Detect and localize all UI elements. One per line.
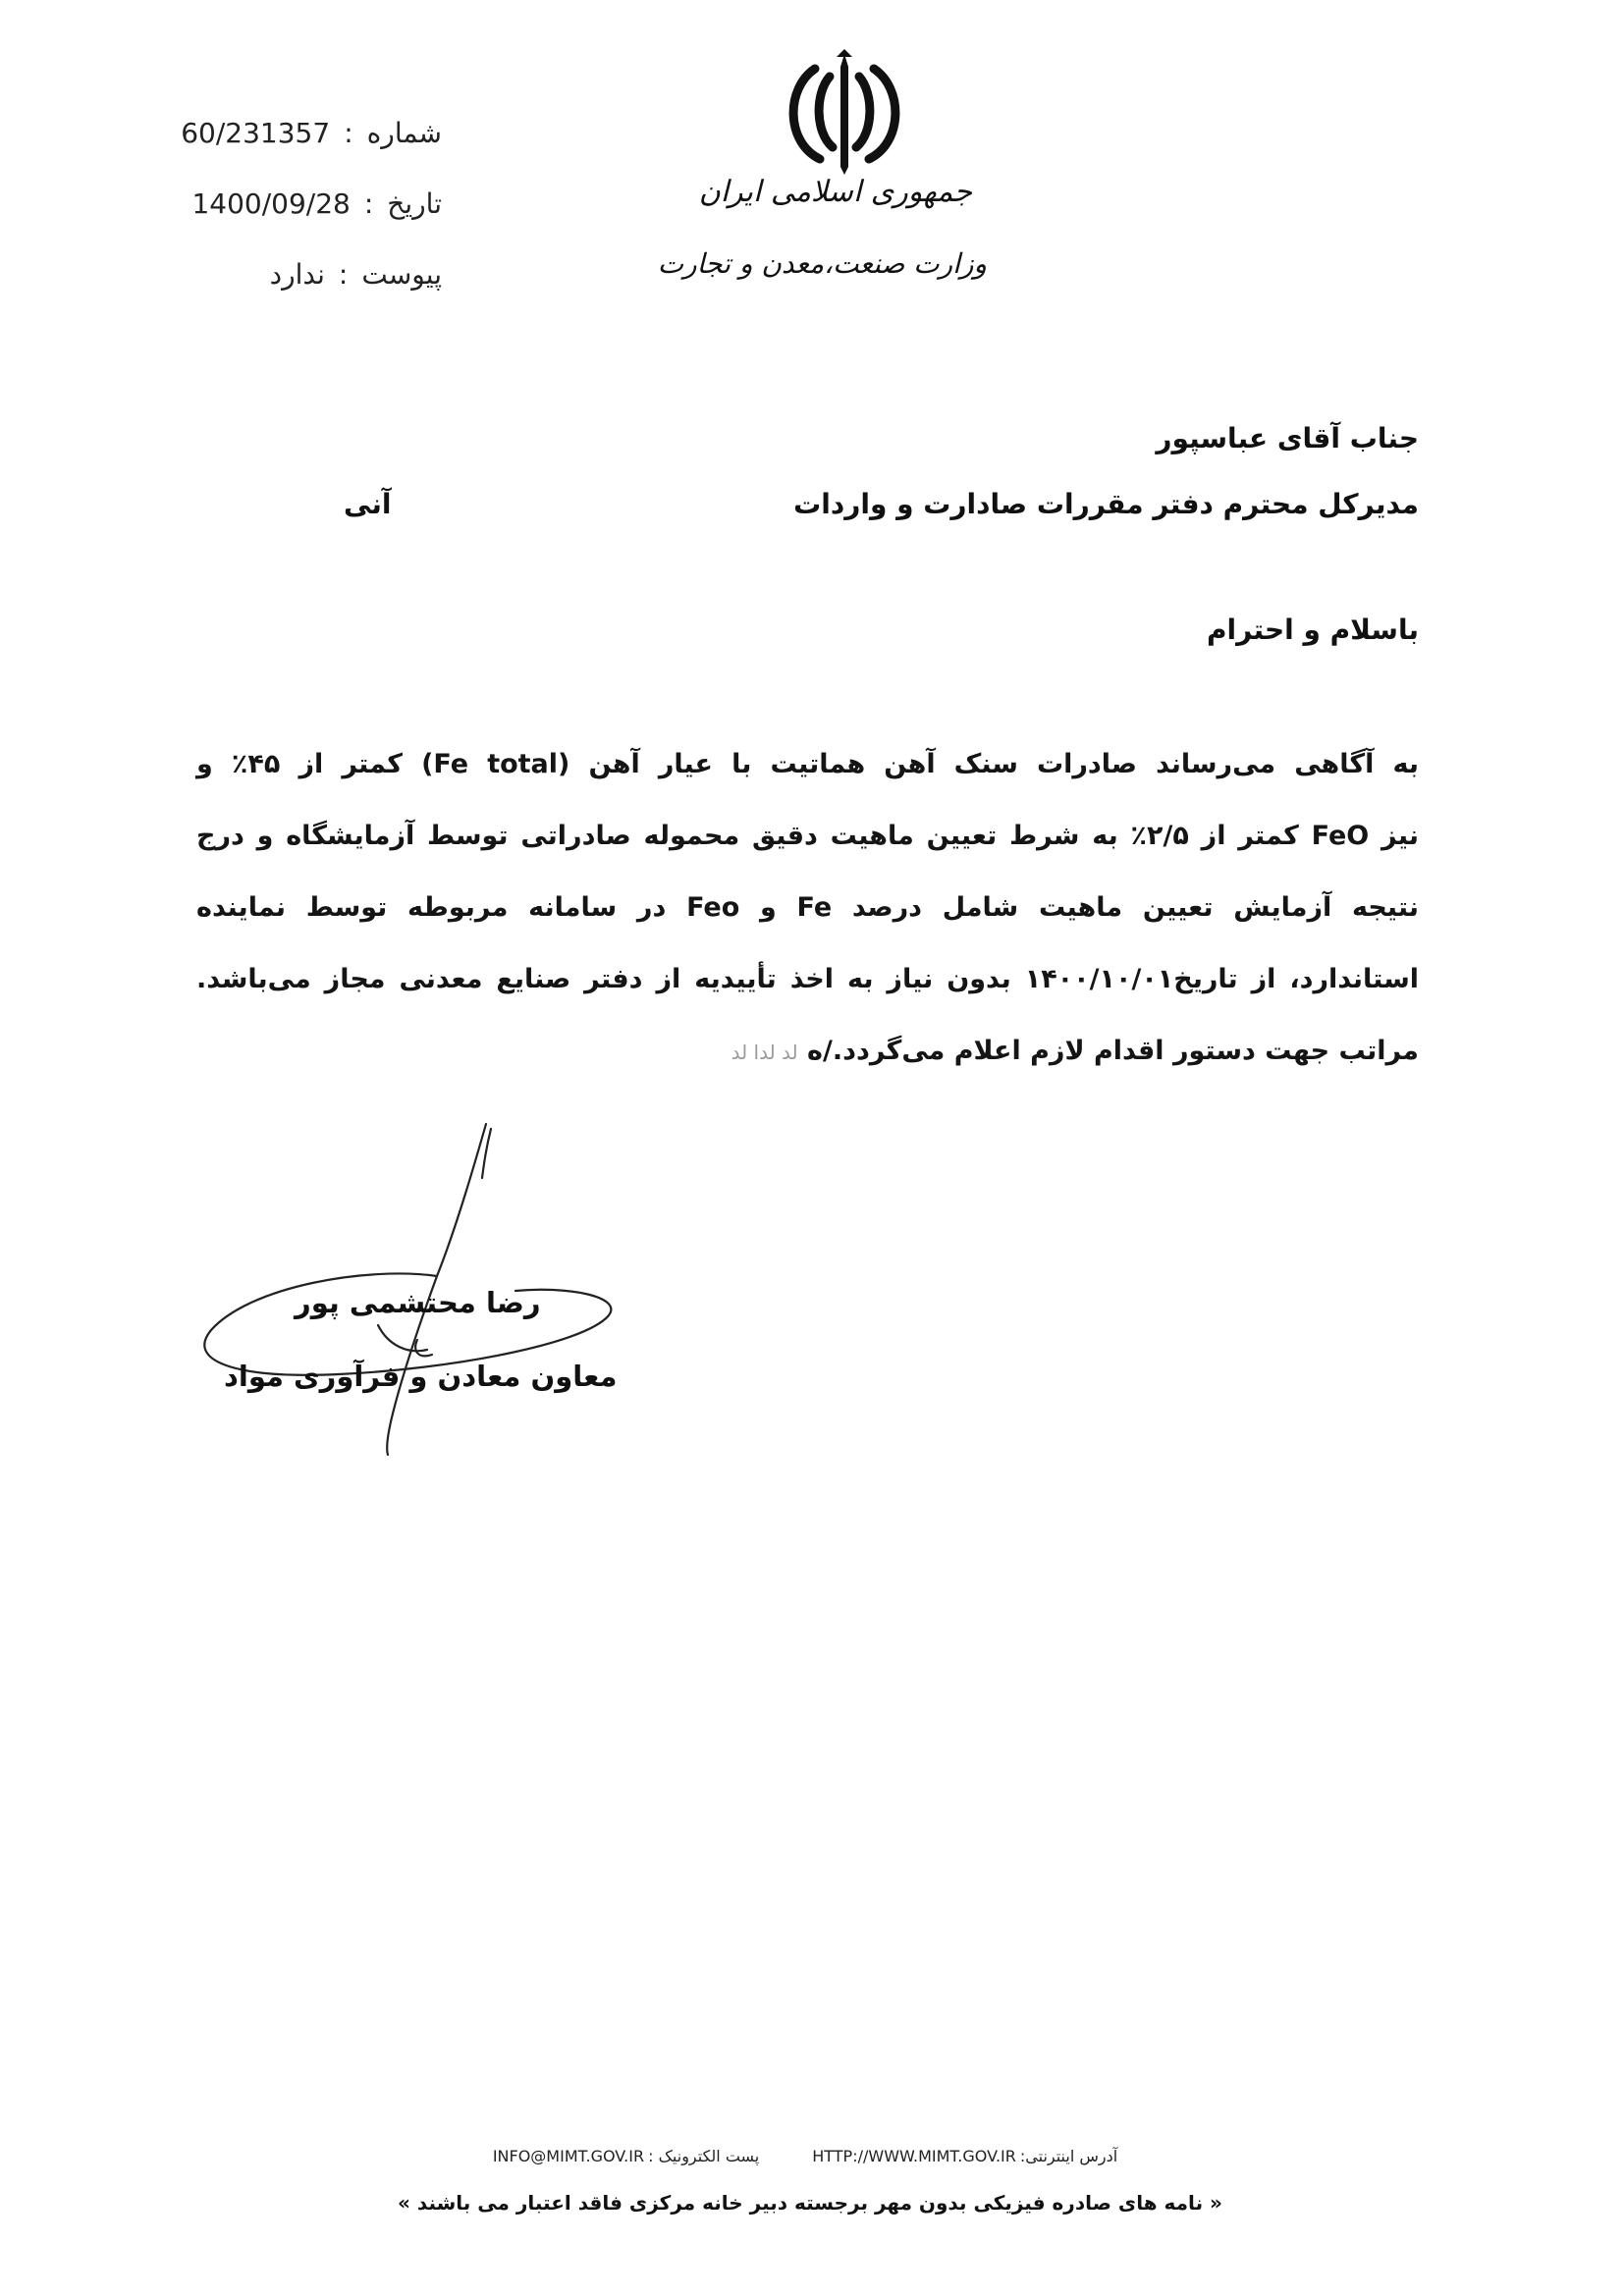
footer-website <box>812 2147 1117 2165</box>
email-link[interactable]: INFO@MIMT.GOV.IR <box>492 2147 645 2165</box>
body-line-1: به آگاهی می‌رساند صادرات سنک آهن هماتیت با عیار آهن (Fe total) کمتر از ۴۵٪ و <box>196 749 1419 779</box>
urgency-label: آنی <box>344 488 392 520</box>
website-label: آدرس اینترنتی: <box>1019 2147 1118 2165</box>
body-line-5 <box>196 1015 1419 1089</box>
meta-attachment <box>137 240 442 310</box>
emblem-line-1: جمهوری اسلامی ایران <box>698 175 972 209</box>
footer-contact <box>432 2147 1178 2165</box>
letter-meta <box>137 98 442 310</box>
body-line-3: نتیجه آزمایش تعیین ماهیت شامل درصد Fe و Feo در سامانه مربوطه توسط نماینده <box>196 892 1419 923</box>
body-line-5-text: مراتب جهت دستور اقدام لازم اعلام می‌گردد./ه <box>807 1036 1419 1066</box>
number-value: 60/231357 <box>181 117 331 149</box>
meta-number <box>137 98 442 169</box>
date-value: 1400/09/28 <box>191 187 351 220</box>
faint-trailing-text: لد لدا لد <box>731 1041 798 1064</box>
number-colon: : <box>344 117 353 149</box>
number-label: شماره <box>366 117 442 149</box>
recipient-name: جناب آقای عباسپور <box>1156 422 1419 454</box>
greeting: باسلام و احترام <box>1207 614 1419 646</box>
website-link[interactable]: HTTP://WWW.MIMT.GOV.IR <box>812 2147 1016 2165</box>
body-line-2: نیز FeO کمتر از ۲/۵٪ به شرط تعیین ماهیت دقیق محموله صادراتی توسط آزمایشگاه و درج <box>196 821 1420 851</box>
attachment-colon: : <box>338 258 349 291</box>
date-label: تاریخ <box>387 187 442 220</box>
letter-body <box>196 728 1419 1089</box>
date-colon: : <box>363 187 374 220</box>
emblem-line-2: وزارت صنعت،معدن و تجارت <box>657 247 987 280</box>
signer-name: رضا محتشمی پور <box>295 1286 541 1319</box>
meta-date <box>137 169 442 240</box>
iran-emblem-icon <box>776 49 913 177</box>
email-label: پست الکترونیک : <box>648 2147 760 2165</box>
recipient-title: مدیرکل محترم دفتر مقررات صادارت و واردات <box>793 488 1419 520</box>
signer-title: معاون معادن و فرآوری مواد <box>224 1360 618 1393</box>
attachment-value: ندارد <box>269 258 325 291</box>
attachment-label: پیوست <box>361 258 442 291</box>
body-line-4: استاندارد، از تاریخ۱۴۰۰/۱۰/۰۱ بدون نیاز به اخذ تأییدیه از دفتر صنایع معدنی مجاز می‌باشد. <box>196 964 1419 994</box>
footer-note: « نامه های صادره فیزیکی بدون مهر برجسته دبیر خانه مرکزی فاقد اعتبار می باشند » <box>398 2191 1222 2215</box>
footer-email <box>493 2147 759 2165</box>
